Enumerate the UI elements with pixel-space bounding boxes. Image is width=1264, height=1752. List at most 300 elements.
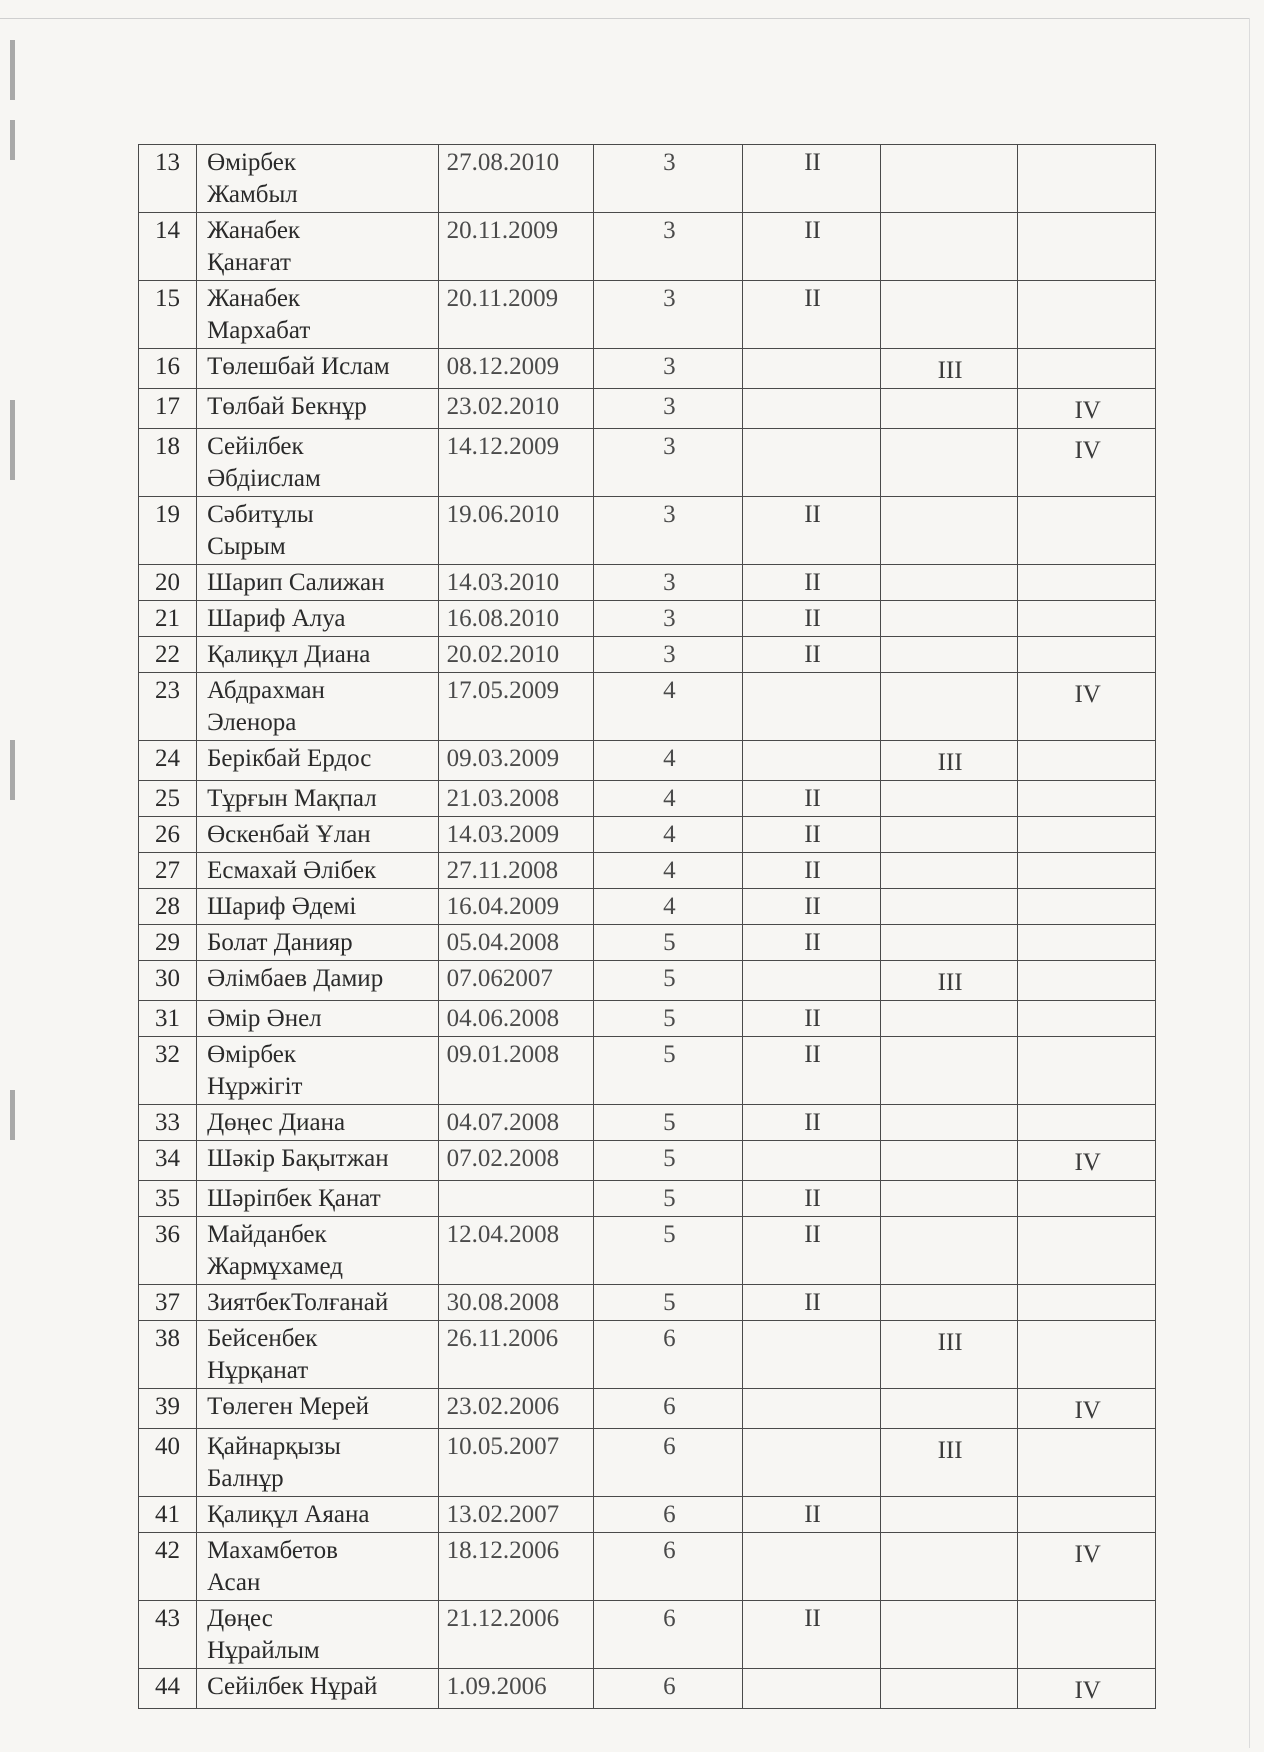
category-2-cell bbox=[743, 1181, 881, 1217]
student-name-line: Берікбай Ердос bbox=[207, 745, 372, 772]
row-number: 39 bbox=[139, 1389, 197, 1429]
table-row bbox=[139, 213, 1156, 281]
category-mark: IV bbox=[1074, 681, 1101, 708]
row-number: 20 bbox=[139, 565, 197, 601]
birth-date: 1.09.2006 bbox=[438, 1669, 594, 1709]
student-name bbox=[197, 1217, 439, 1285]
table-row bbox=[139, 1669, 1156, 1709]
row-number: 31 bbox=[139, 1001, 197, 1037]
category-3-cell bbox=[880, 817, 1018, 853]
student-name bbox=[197, 601, 439, 637]
table-row bbox=[139, 601, 1156, 637]
category-mark: II bbox=[804, 1005, 821, 1032]
grade-cell: 3 bbox=[594, 565, 743, 601]
birth-date: 14.03.2009 bbox=[438, 817, 594, 853]
student-name bbox=[197, 1037, 439, 1105]
row-number: 17 bbox=[139, 389, 197, 429]
category-4-cell bbox=[1018, 1141, 1156, 1181]
row-number: 44 bbox=[139, 1669, 197, 1709]
row-number: 35 bbox=[139, 1181, 197, 1217]
student-name bbox=[197, 1389, 439, 1429]
category-3-cell bbox=[880, 673, 1018, 741]
category-4-cell bbox=[1018, 1389, 1156, 1429]
grade-cell: 6 bbox=[594, 1321, 743, 1389]
category-2-cell bbox=[743, 889, 881, 925]
grade-cell: 5 bbox=[594, 1141, 743, 1181]
category-3-cell bbox=[880, 1533, 1018, 1601]
row-number: 15 bbox=[139, 281, 197, 349]
category-2-cell bbox=[743, 213, 881, 281]
student-name-line: Болат Данияр bbox=[207, 929, 353, 956]
grade-cell: 3 bbox=[594, 145, 743, 213]
category-2-cell bbox=[743, 497, 881, 565]
row-number: 41 bbox=[139, 1497, 197, 1533]
birth-date: 04.06.2008 bbox=[438, 1001, 594, 1037]
student-name bbox=[197, 781, 439, 817]
category-4-cell bbox=[1018, 601, 1156, 637]
student-name bbox=[197, 1105, 439, 1141]
grade-cell: 3 bbox=[594, 637, 743, 673]
category-2-cell bbox=[743, 1037, 881, 1105]
student-name-line: Жанабек bbox=[207, 285, 301, 312]
grade-cell: 4 bbox=[594, 817, 743, 853]
grade-cell: 4 bbox=[594, 889, 743, 925]
category-2-cell bbox=[743, 817, 881, 853]
student-name-line: Сырым bbox=[207, 533, 286, 560]
grade-cell: 6 bbox=[594, 1497, 743, 1533]
category-mark: II bbox=[804, 785, 821, 812]
category-mark: IV bbox=[1074, 1397, 1101, 1424]
category-4-cell bbox=[1018, 853, 1156, 889]
student-name-line: Нұрқанат bbox=[207, 1357, 309, 1384]
student-name-line: Сейілбек Нұрай bbox=[207, 1673, 378, 1700]
table-row bbox=[139, 1533, 1156, 1601]
category-3-cell bbox=[880, 889, 1018, 925]
grade-cell: 5 bbox=[594, 1285, 743, 1321]
grade-cell: 6 bbox=[594, 1429, 743, 1497]
category-3-cell bbox=[880, 1389, 1018, 1429]
birth-date: 21.12.2006 bbox=[438, 1601, 594, 1669]
student-name-line: Нұржігіт bbox=[207, 1073, 303, 1100]
category-2-cell bbox=[743, 1217, 881, 1285]
category-mark: II bbox=[804, 821, 821, 848]
table-row bbox=[139, 1037, 1156, 1105]
student-name-line: Шарип Салижан bbox=[207, 569, 385, 596]
category-mark: II bbox=[804, 1185, 821, 1212]
table-row bbox=[139, 961, 1156, 1001]
category-2-cell bbox=[743, 961, 881, 1001]
category-mark: II bbox=[804, 1221, 821, 1248]
student-name bbox=[197, 1141, 439, 1181]
category-4-cell bbox=[1018, 925, 1156, 961]
category-4-cell bbox=[1018, 145, 1156, 213]
birth-date: 07.062007 bbox=[438, 961, 594, 1001]
row-number: 29 bbox=[139, 925, 197, 961]
grade-cell: 6 bbox=[594, 1389, 743, 1429]
birth-date: 23.02.2010 bbox=[438, 389, 594, 429]
birth-date: 20.11.2009 bbox=[438, 213, 594, 281]
row-number: 18 bbox=[139, 429, 197, 497]
row-number: 43 bbox=[139, 1601, 197, 1669]
category-2-cell bbox=[743, 853, 881, 889]
row-number: 36 bbox=[139, 1217, 197, 1285]
student-name-line: Дөңес Диана bbox=[207, 1109, 346, 1136]
category-4-cell bbox=[1018, 673, 1156, 741]
table-row bbox=[139, 853, 1156, 889]
category-4-cell bbox=[1018, 1533, 1156, 1601]
student-name bbox=[197, 1429, 439, 1497]
row-number: 30 bbox=[139, 961, 197, 1001]
row-number: 34 bbox=[139, 1141, 197, 1181]
category-2-cell bbox=[743, 1601, 881, 1669]
category-3-cell bbox=[880, 601, 1018, 637]
category-mark: II bbox=[804, 1605, 821, 1632]
table-row bbox=[139, 1497, 1156, 1533]
student-name-line: Шәкір Бақытжан bbox=[207, 1145, 389, 1172]
student-name bbox=[197, 1321, 439, 1389]
birth-date: 09.01.2008 bbox=[438, 1037, 594, 1105]
table-row bbox=[139, 429, 1156, 497]
category-3-cell bbox=[880, 1601, 1018, 1669]
category-2-cell bbox=[743, 1389, 881, 1429]
grade-cell: 4 bbox=[594, 853, 743, 889]
table-row bbox=[139, 1001, 1156, 1037]
student-name bbox=[197, 565, 439, 601]
row-number: 32 bbox=[139, 1037, 197, 1105]
student-name-line: Мархабат bbox=[207, 317, 311, 344]
table-row bbox=[139, 1321, 1156, 1389]
category-mark: II bbox=[804, 641, 821, 668]
row-number: 13 bbox=[139, 145, 197, 213]
table-row bbox=[139, 281, 1156, 349]
table-row bbox=[139, 1217, 1156, 1285]
category-4-cell bbox=[1018, 429, 1156, 497]
birth-date: 18.12.2006 bbox=[438, 1533, 594, 1601]
row-number: 42 bbox=[139, 1533, 197, 1601]
category-2-cell bbox=[743, 565, 881, 601]
grade-cell: 4 bbox=[594, 741, 743, 781]
birth-date: 23.02.2006 bbox=[438, 1389, 594, 1429]
student-name bbox=[197, 1285, 439, 1321]
row-number: 27 bbox=[139, 853, 197, 889]
student-name-line: Жармұхамед bbox=[207, 1253, 343, 1280]
birth-date: 20.11.2009 bbox=[438, 281, 594, 349]
table-row bbox=[139, 673, 1156, 741]
student-name bbox=[197, 1497, 439, 1533]
category-2-cell bbox=[743, 145, 881, 213]
birth-date: 05.04.2008 bbox=[438, 925, 594, 961]
category-mark: III bbox=[937, 969, 963, 996]
category-mark: IV bbox=[1074, 1677, 1101, 1704]
category-mark: II bbox=[804, 1041, 821, 1068]
student-name bbox=[197, 349, 439, 389]
category-2-cell bbox=[743, 637, 881, 673]
birth-date: 12.04.2008 bbox=[438, 1217, 594, 1285]
category-2-cell bbox=[743, 1497, 881, 1533]
category-3-cell bbox=[880, 1217, 1018, 1285]
category-3-cell bbox=[880, 1181, 1018, 1217]
category-mark: IV bbox=[1074, 437, 1101, 464]
category-3-cell bbox=[880, 145, 1018, 213]
category-3-cell bbox=[880, 925, 1018, 961]
category-mark: IV bbox=[1074, 1541, 1101, 1568]
student-name-line: Өскенбай Ұлан bbox=[207, 821, 371, 848]
student-name-line: Шариф Алуа bbox=[207, 605, 346, 632]
birth-date bbox=[438, 1181, 594, 1217]
category-3-cell bbox=[880, 781, 1018, 817]
grade-cell: 5 bbox=[594, 1217, 743, 1285]
category-mark: II bbox=[804, 605, 821, 632]
grade-cell: 3 bbox=[594, 213, 743, 281]
category-mark: II bbox=[804, 285, 821, 312]
student-name-line: Төлбай Бекнұр bbox=[207, 393, 367, 420]
table-row bbox=[139, 1429, 1156, 1497]
student-name bbox=[197, 497, 439, 565]
student-name bbox=[197, 673, 439, 741]
category-2-cell bbox=[743, 601, 881, 637]
birth-date: 21.03.2008 bbox=[438, 781, 594, 817]
category-mark: II bbox=[804, 501, 821, 528]
student-name-line: Майданбек bbox=[207, 1221, 327, 1248]
category-4-cell bbox=[1018, 1001, 1156, 1037]
grade-cell: 4 bbox=[594, 673, 743, 741]
row-number: 19 bbox=[139, 497, 197, 565]
table-row bbox=[139, 497, 1156, 565]
student-name-line: Шәріпбек Қанат bbox=[207, 1185, 381, 1212]
student-name bbox=[197, 925, 439, 961]
category-3-cell bbox=[880, 741, 1018, 781]
grade-cell: 5 bbox=[594, 1181, 743, 1217]
student-name-line: Өмірбек bbox=[207, 149, 297, 176]
student-name bbox=[197, 741, 439, 781]
category-3-cell bbox=[880, 497, 1018, 565]
student-name-line: Қанағат bbox=[207, 249, 291, 276]
category-2-cell bbox=[743, 1669, 881, 1709]
category-3-cell bbox=[880, 429, 1018, 497]
grade-cell: 5 bbox=[594, 1105, 743, 1141]
grade-cell: 3 bbox=[594, 601, 743, 637]
category-4-cell bbox=[1018, 281, 1156, 349]
birth-date: 14.03.2010 bbox=[438, 565, 594, 601]
category-mark: III bbox=[937, 1437, 963, 1464]
student-name bbox=[197, 281, 439, 349]
category-4-cell bbox=[1018, 817, 1156, 853]
category-3-cell bbox=[880, 1429, 1018, 1497]
page-top-edge bbox=[0, 18, 1250, 19]
row-number: 25 bbox=[139, 781, 197, 817]
category-2-cell bbox=[743, 781, 881, 817]
table-row bbox=[139, 817, 1156, 853]
student-name-line: Әлімбаев Дамир bbox=[207, 965, 384, 992]
student-name-line: Нұрайлым bbox=[207, 1637, 320, 1664]
category-mark: II bbox=[804, 569, 821, 596]
birth-date: 20.02.2010 bbox=[438, 637, 594, 673]
student-name bbox=[197, 429, 439, 497]
birth-date: 19.06.2010 bbox=[438, 497, 594, 565]
student-name bbox=[197, 817, 439, 853]
category-4-cell bbox=[1018, 349, 1156, 389]
table-row bbox=[139, 1389, 1156, 1429]
row-number: 22 bbox=[139, 637, 197, 673]
category-2-cell bbox=[743, 429, 881, 497]
table-row bbox=[139, 1285, 1156, 1321]
row-number: 38 bbox=[139, 1321, 197, 1389]
grade-cell: 3 bbox=[594, 497, 743, 565]
student-name-line: Есмахай Әлібек bbox=[207, 857, 377, 884]
birth-date: 10.05.2007 bbox=[438, 1429, 594, 1497]
student-name-line: Эленора bbox=[207, 709, 297, 736]
category-mark: II bbox=[804, 1501, 821, 1528]
category-4-cell bbox=[1018, 213, 1156, 281]
student-name bbox=[197, 1001, 439, 1037]
table-row bbox=[139, 781, 1156, 817]
table-row bbox=[139, 1601, 1156, 1669]
table-row bbox=[139, 389, 1156, 429]
category-2-cell bbox=[743, 1001, 881, 1037]
table-row bbox=[139, 1105, 1156, 1141]
category-mark: II bbox=[804, 149, 821, 176]
grade-cell: 3 bbox=[594, 281, 743, 349]
student-name-line: Әмір Әнел bbox=[207, 1005, 322, 1032]
category-3-cell bbox=[880, 961, 1018, 1001]
category-4-cell bbox=[1018, 1429, 1156, 1497]
grade-cell: 6 bbox=[594, 1601, 743, 1669]
student-name-line: Дөңес bbox=[207, 1605, 273, 1632]
row-number: 37 bbox=[139, 1285, 197, 1321]
student-name bbox=[197, 1601, 439, 1669]
table-row bbox=[139, 889, 1156, 925]
student-name bbox=[197, 1181, 439, 1217]
birth-date: 17.05.2009 bbox=[438, 673, 594, 741]
category-3-cell bbox=[880, 1001, 1018, 1037]
table-row bbox=[139, 145, 1156, 213]
student-name-line: Тұрғын Мақпал bbox=[207, 785, 377, 812]
student-name-line: Төлеген Мерей bbox=[207, 1393, 370, 1420]
birth-date: 04.07.2008 bbox=[438, 1105, 594, 1141]
birth-date: 07.02.2008 bbox=[438, 1141, 594, 1181]
category-3-cell bbox=[880, 1141, 1018, 1181]
student-name-line: Жамбыл bbox=[207, 181, 298, 208]
table-row bbox=[139, 741, 1156, 781]
student-name-line: Қалиқұл Аяана bbox=[207, 1501, 370, 1528]
grade-cell: 5 bbox=[594, 1001, 743, 1037]
category-mark: III bbox=[937, 749, 963, 776]
birth-date: 26.11.2006 bbox=[438, 1321, 594, 1389]
table-row bbox=[139, 637, 1156, 673]
scan-marks bbox=[10, 40, 18, 1240]
category-mark: II bbox=[804, 857, 821, 884]
student-name-line: Сәбитұлы bbox=[207, 501, 314, 528]
row-number: 26 bbox=[139, 817, 197, 853]
student-name-line: Асан bbox=[207, 1569, 261, 1596]
table-row bbox=[139, 1181, 1156, 1217]
birth-date: 08.12.2009 bbox=[438, 349, 594, 389]
table-row bbox=[139, 1141, 1156, 1181]
grade-cell: 5 bbox=[594, 925, 743, 961]
birth-date: 09.03.2009 bbox=[438, 741, 594, 781]
category-4-cell bbox=[1018, 565, 1156, 601]
grade-cell: 6 bbox=[594, 1533, 743, 1601]
category-mark: III bbox=[937, 1329, 963, 1356]
birth-date: 30.08.2008 bbox=[438, 1285, 594, 1321]
student-name-line: Жанабек bbox=[207, 217, 301, 244]
category-4-cell bbox=[1018, 1037, 1156, 1105]
category-3-cell bbox=[880, 565, 1018, 601]
row-number: 14 bbox=[139, 213, 197, 281]
student-name bbox=[197, 145, 439, 213]
student-name-line: Абдрахман bbox=[207, 677, 325, 704]
category-2-cell bbox=[743, 1105, 881, 1141]
category-4-cell bbox=[1018, 637, 1156, 673]
student-name bbox=[197, 1533, 439, 1601]
category-3-cell bbox=[880, 213, 1018, 281]
student-name-line: Балнұр bbox=[207, 1465, 284, 1492]
student-name bbox=[197, 1669, 439, 1709]
category-3-cell bbox=[880, 1669, 1018, 1709]
grade-cell: 3 bbox=[594, 429, 743, 497]
row-number: 16 bbox=[139, 349, 197, 389]
student-name bbox=[197, 889, 439, 925]
category-2-cell bbox=[743, 673, 881, 741]
category-3-cell bbox=[880, 1285, 1018, 1321]
row-number: 28 bbox=[139, 889, 197, 925]
category-2-cell bbox=[743, 1141, 881, 1181]
category-4-cell bbox=[1018, 961, 1156, 1001]
student-name bbox=[197, 853, 439, 889]
category-3-cell bbox=[880, 1497, 1018, 1533]
row-number: 24 bbox=[139, 741, 197, 781]
grade-cell: 5 bbox=[594, 961, 743, 1001]
birth-date: 14.12.2009 bbox=[438, 429, 594, 497]
table-row bbox=[139, 565, 1156, 601]
row-number: 21 bbox=[139, 601, 197, 637]
category-2-cell bbox=[743, 281, 881, 349]
category-3-cell bbox=[880, 1321, 1018, 1389]
birth-date: 16.04.2009 bbox=[438, 889, 594, 925]
student-name-line: ЗиятбекТолғанай bbox=[207, 1289, 389, 1316]
category-2-cell bbox=[743, 389, 881, 429]
student-name-line: Шариф Әдемі bbox=[207, 893, 357, 920]
category-3-cell bbox=[880, 389, 1018, 429]
category-4-cell bbox=[1018, 889, 1156, 925]
student-name bbox=[197, 213, 439, 281]
category-mark: IV bbox=[1074, 397, 1101, 424]
category-4-cell bbox=[1018, 389, 1156, 429]
category-4-cell bbox=[1018, 1285, 1156, 1321]
category-mark: II bbox=[804, 929, 821, 956]
category-4-cell bbox=[1018, 1601, 1156, 1669]
category-2-cell bbox=[743, 1533, 881, 1601]
birth-date: 27.11.2008 bbox=[438, 853, 594, 889]
category-2-cell bbox=[743, 1429, 881, 1497]
category-4-cell bbox=[1018, 1321, 1156, 1389]
student-name-line: Қайнарқызы bbox=[207, 1433, 341, 1460]
category-3-cell bbox=[880, 349, 1018, 389]
category-3-cell bbox=[880, 281, 1018, 349]
category-mark: II bbox=[804, 893, 821, 920]
birth-date: 27.08.2010 bbox=[438, 145, 594, 213]
category-3-cell bbox=[880, 637, 1018, 673]
category-4-cell bbox=[1018, 1217, 1156, 1285]
category-3-cell bbox=[880, 1105, 1018, 1141]
grade-cell: 3 bbox=[594, 389, 743, 429]
category-mark: II bbox=[804, 217, 821, 244]
category-2-cell bbox=[743, 1321, 881, 1389]
category-4-cell bbox=[1018, 741, 1156, 781]
row-number: 33 bbox=[139, 1105, 197, 1141]
category-3-cell bbox=[880, 853, 1018, 889]
grade-cell: 4 bbox=[594, 781, 743, 817]
